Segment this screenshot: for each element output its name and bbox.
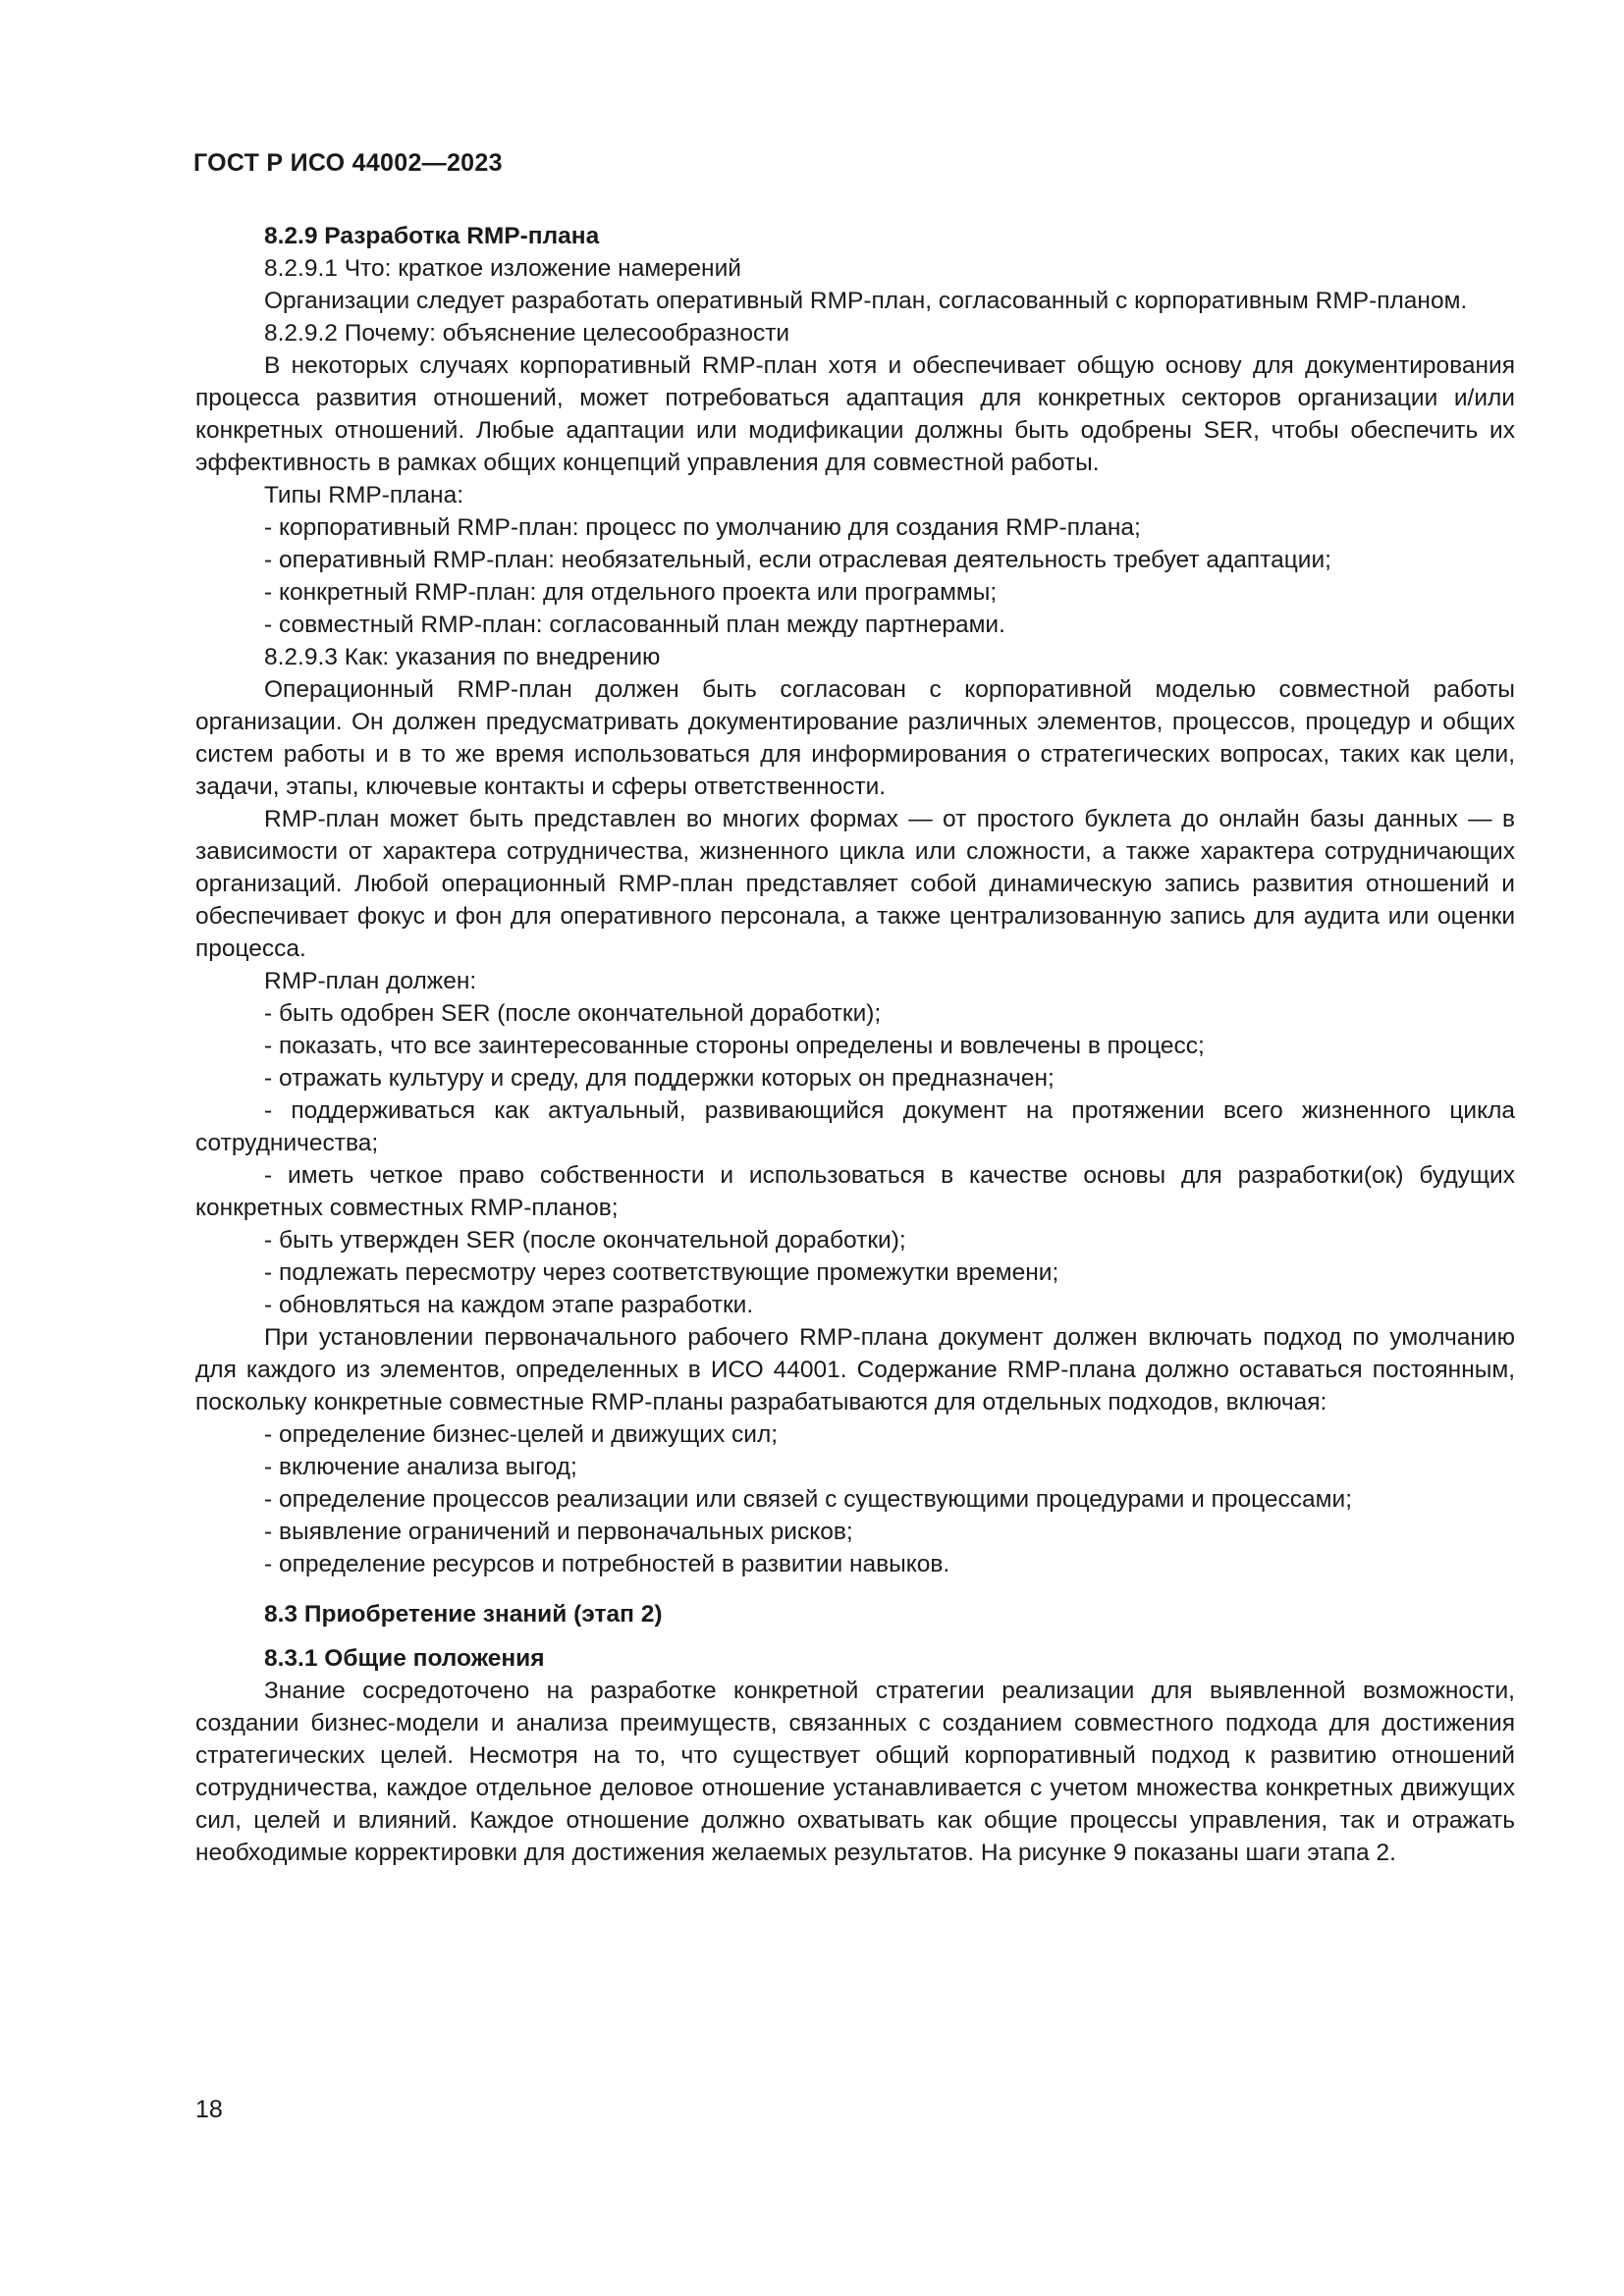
- section-title-8-3-1: 8.3.1 Общие положения: [264, 1645, 545, 1672]
- types-list: [195, 511, 1515, 641]
- list-item: - определение ресурсов и потребностей в развитии навыков.: [264, 1551, 950, 1577]
- list-item: - определение бизнес-целей и движущих сил;: [264, 1421, 779, 1448]
- list-item: - быть утвержден SER (после окончательной доработки);: [264, 1227, 906, 1254]
- must-intro: RMP-план должен:: [264, 968, 477, 994]
- list-item: - корпоративный RMP-план: процесс по умолчанию для создания RMP-плана;: [264, 514, 1141, 541]
- page-body: [195, 220, 1515, 1869]
- page-number: 18: [195, 2096, 223, 2123]
- list-item: - оперативный RMP-план: необязательный, если отраслевая деятельность требует адаптации;: [264, 547, 1331, 573]
- list-item: - быть одобрен SER (после окончательной доработки);: [264, 1000, 882, 1027]
- list-item: - выявление ограничений и первоначальных рисков;: [264, 1519, 853, 1545]
- list-item: - совместный RMP-план: согласованный план между партнерами.: [264, 612, 1005, 638]
- section-title-8-2-9: 8.2.9 Разработка RMP-плана: [264, 223, 600, 249]
- subsection-why: 8.2.9.2 Почему: объяснение целесообразности: [264, 320, 790, 347]
- paragraph-setup: При установлении первоначального рабочего RMP-плана документ должен включать подход по умолчанию для каждого из элементов, определенных в ИСО 44001. Содержание RMP-плана должно оставаться постоянным, поскольку конкретные совместные RMP-планы разрабатываются для отдельных подходов, включая:: [195, 1324, 1515, 1415]
- paragraph-how-2: RMP-план может быть представлен во многих формах — от простого буклета до онлайн базы данных — в зависимости от характера сотрудничества, жизненного цикла или сложности, а также характера сотрудничающих организаций. Любой операционный RMP-план представляет собой динамическую запись развития отношений и обеспечивает фокус и фон для оперативного персонала, а также централизованную запись для аудита или оценки процесса.: [195, 806, 1515, 962]
- list-item: - определение процессов реализации или связей с существующими процедурами и процессами;: [264, 1486, 1353, 1513]
- list-item: - включение анализа выгод;: [264, 1454, 577, 1480]
- section-title-8-3: 8.3 Приобретение знаний (этап 2): [264, 1601, 663, 1628]
- list-item: - поддерживаться как актуальный, развивающийся документ на протяжении всего жизненного цикла сотрудничества;: [195, 1097, 1515, 1156]
- document-code-header: ГОСТ Р ИСО 44002—2023: [193, 149, 503, 177]
- paragraph-how-1: Операционный RMP-план должен быть согласован с корпоративной моделью совместной работы организации. Он должен предусматривать документирование различных элементов, процессов, процедур и общих систем работы и в то же время использоваться для информирования о стратегических вопросах, таких как цели, задачи, этапы, ключевые контакты и сферы ответственности.: [195, 676, 1515, 800]
- list-item: - обновляться на каждом этапе разработки.: [264, 1292, 754, 1318]
- approaches-list: [195, 1418, 1515, 1580]
- list-item: - отражать культуру и среду, для поддержки которых он предназначен;: [264, 1065, 1055, 1092]
- types-intro: Типы RMP-плана:: [264, 482, 464, 508]
- subsection-how: 8.2.9.3 Как: указания по внедрению: [264, 644, 661, 670]
- paragraph-why: В некоторых случаях корпоративный RMP-план хотя и обеспечивает общую основу для документирования процесса развития отношений, может потребоваться адаптация для конкретных секторов организации и/или конкретных отношений. Любые адаптации или модификации должны быть одобрены SER, чтобы обеспечить их эффективность в рамках общих концепций управления для совместной работы.: [195, 352, 1515, 476]
- subsection-what: 8.2.9.1 Что: краткое изложение намерений: [264, 255, 741, 282]
- list-item: - иметь четкое право собственности и использоваться в качестве основы для разработки(ок) будущих конкретных совместных RMP-планов;: [195, 1162, 1515, 1221]
- requirements-list: [195, 997, 1515, 1321]
- list-item: - подлежать пересмотру через соответствующие промежутки времени;: [264, 1259, 1059, 1286]
- list-item: - показать, что все заинтересованные стороны определены и вовлечены в процесс;: [264, 1033, 1205, 1059]
- paragraph-what: Организации следует разработать оперативный RMP-план, согласованный с корпоративным RMP-планом.: [264, 288, 1468, 314]
- paragraph-knowledge: Знание сосредоточено на разработке конкретной стратегии реализации для выявленной возможности, создании бизнес-модели и анализа преимуществ, связанных с созданием совместного подхода для достижения стратегических целей. Несмотря на то, что существует общий корпоративный подход к развитию отношений сотрудничества, каждое отдельное деловое отношение устанавливается с учетом множества конкретных движущих сил, целей и влияний. Каждое отношение должно охватывать как общие процессы управления, так и отражать необходимые корректировки для достижения желаемых результатов. На рисунке 9 показаны шаги этапа 2.: [195, 1678, 1515, 1866]
- list-item: - конкретный RMP-план: для отдельного проекта или программы;: [264, 579, 998, 606]
